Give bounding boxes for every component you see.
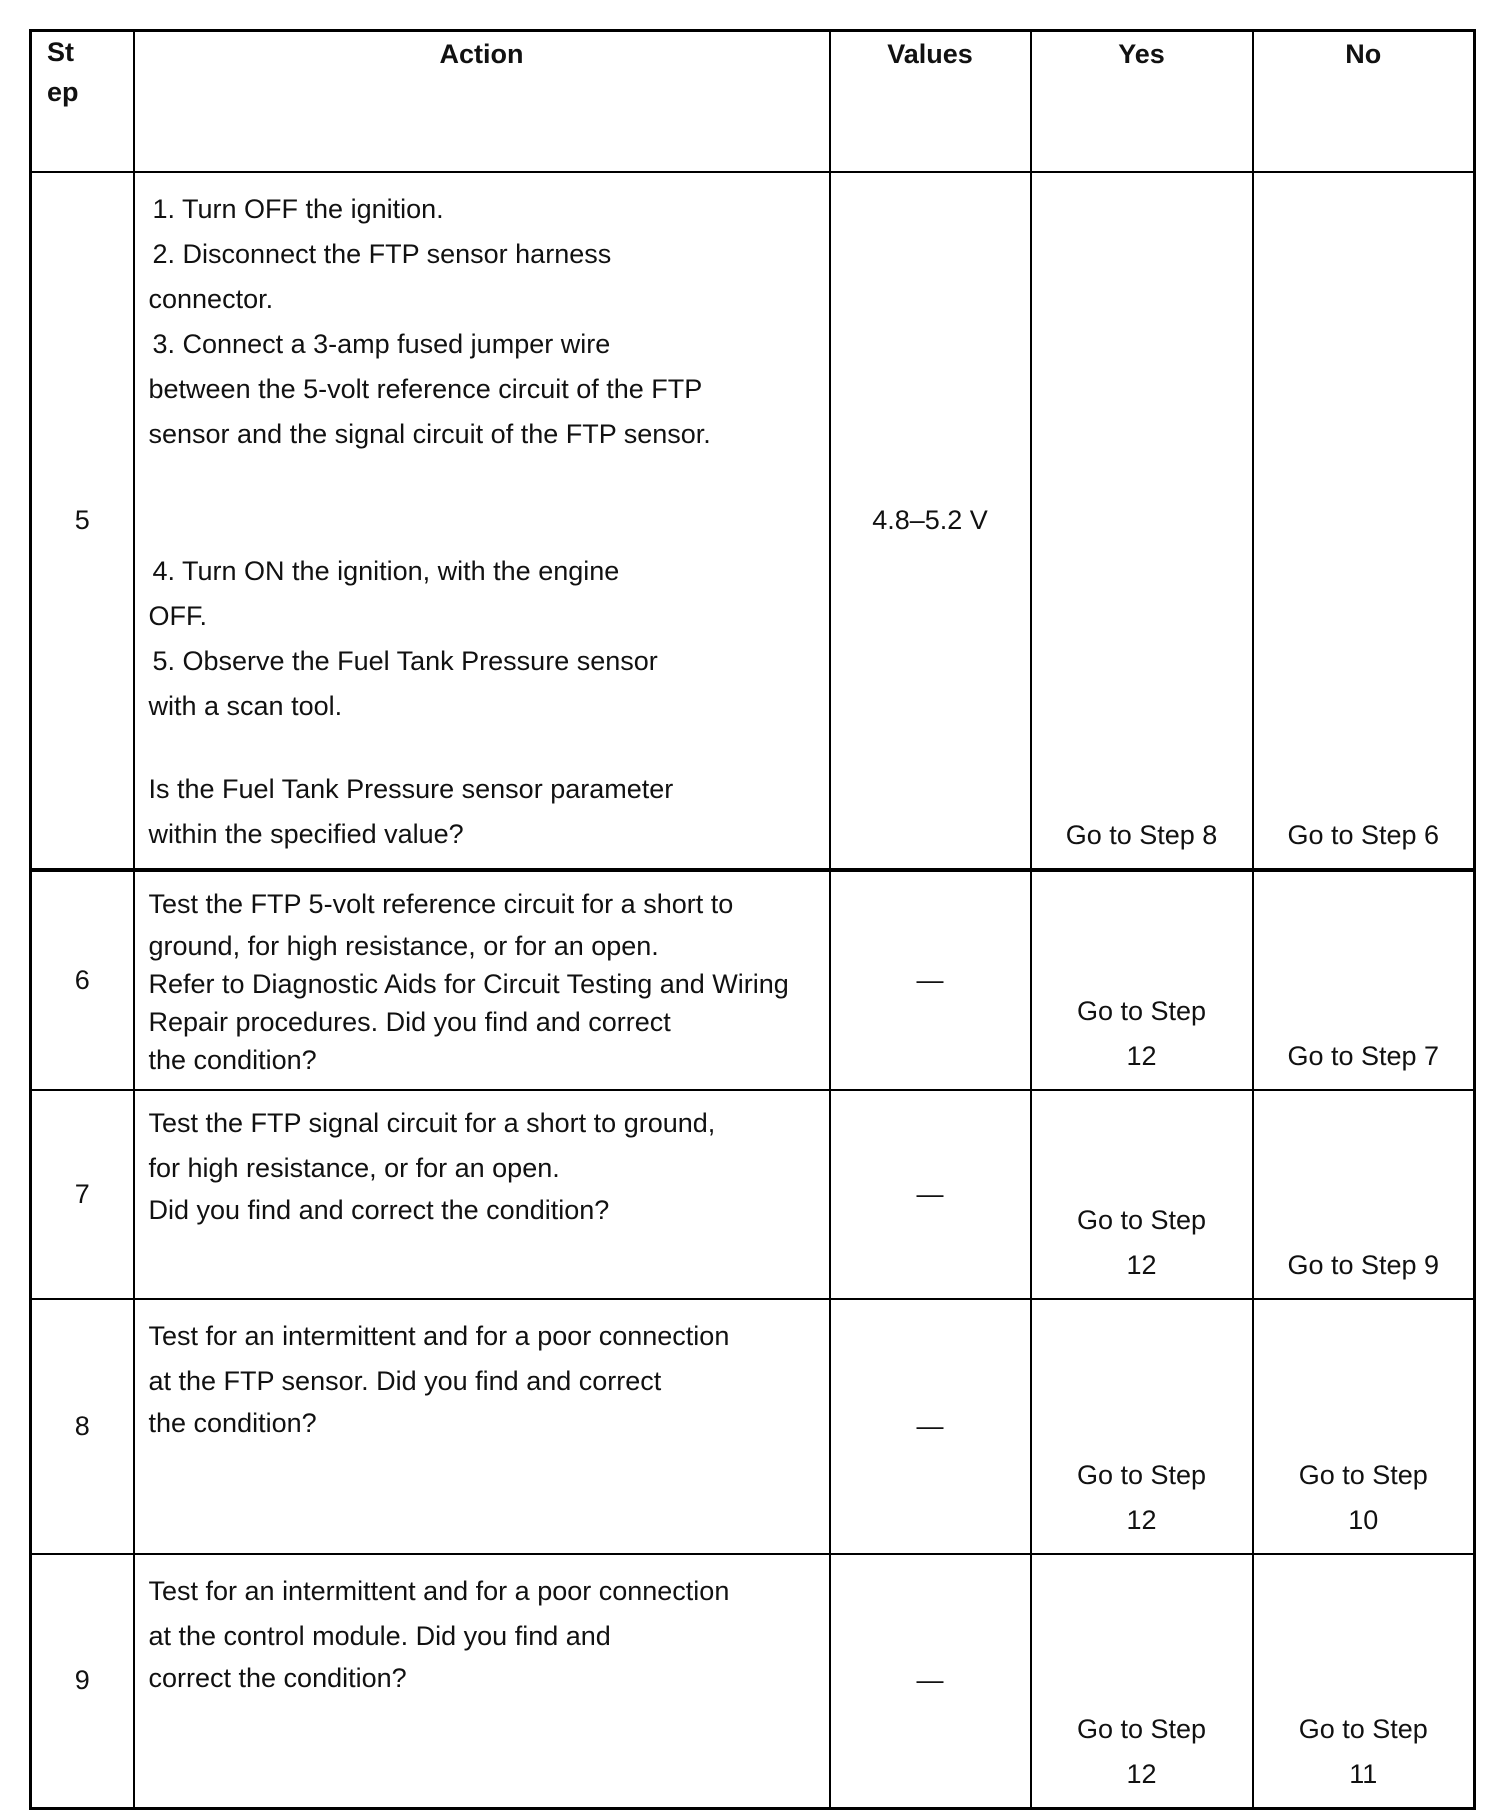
yes-cell	[1031, 1090, 1253, 1299]
action-line: 4. Turn ON the ignition, with the engine	[152, 555, 620, 586]
step-number: 7	[31, 1090, 134, 1299]
action-line: with a scan tool.	[148, 690, 343, 721]
value-cell: —	[830, 870, 1031, 1090]
no-text: Go to Step 6	[1287, 819, 1440, 850]
action-line: Test for an intermittent and for a poor connection	[148, 1320, 730, 1351]
value-cell: —	[830, 1554, 1031, 1809]
yes-text: Go to Step	[1076, 1204, 1207, 1235]
action-line: Test the FTP 5-volt reference circuit for a short to	[148, 888, 734, 919]
action-question: Is the Fuel Tank Pressure sensor parameter	[148, 773, 674, 804]
action-line: correct the condition?	[148, 1662, 407, 1693]
action-line: sensor and the signal circuit of the FTP sensor.	[148, 418, 711, 449]
yes-text: Go to Step	[1076, 995, 1207, 1026]
action-line: Repair procedures. Did you find and correct	[148, 1006, 671, 1037]
spacer	[149, 729, 817, 767]
table-row-step-5	[31, 172, 1475, 870]
action-line: between the 5-volt reference circuit of the FTP	[148, 373, 703, 404]
action-line: the condition?	[148, 1407, 317, 1438]
action-line: for high resistance, or for an open.	[148, 1152, 560, 1183]
action-line: Test for an intermittent and for a poor connection	[148, 1575, 730, 1606]
action-line: at the control module. Did you find and	[148, 1620, 611, 1651]
header-step	[31, 31, 134, 172]
action-cell	[134, 1090, 830, 1299]
yes-step-number: 12	[1126, 1504, 1157, 1535]
action-question: within the specified value?	[148, 818, 464, 849]
header-no: No	[1253, 31, 1475, 172]
action-line: Refer to Diagnostic Aids for Circuit Testing and Wiring	[148, 968, 789, 999]
header-yes: Yes	[1031, 31, 1253, 172]
step-number: 5	[31, 172, 134, 870]
table-row-step-8	[31, 1299, 1475, 1554]
yes-text: Go to Step 8	[1065, 819, 1218, 850]
action-line: ground, for high resistance, or for an open.	[148, 930, 659, 961]
action-line: the condition?	[148, 1044, 317, 1075]
table-header-row	[31, 31, 1475, 172]
step-number: 8	[31, 1299, 134, 1554]
no-cell	[1253, 172, 1475, 870]
no-cell	[1253, 1299, 1475, 1554]
action-cell	[134, 1554, 830, 1809]
no-text: Go to Step 9	[1287, 1249, 1440, 1280]
action-cell	[134, 1299, 830, 1554]
yes-text: Go to Step	[1076, 1459, 1207, 1490]
spacer	[149, 457, 817, 549]
table-row-step-6	[31, 870, 1475, 1090]
yes-step-number: 12	[1126, 1040, 1157, 1071]
yes-text: Go to Step	[1076, 1714, 1207, 1744]
action-line: connector.	[148, 283, 274, 314]
diagnostic-document	[29, 29, 1475, 1806]
action-cell	[134, 172, 830, 870]
yes-step-number: 12	[1126, 1759, 1157, 1789]
no-cell	[1253, 870, 1475, 1090]
no-text: Go to Step 7	[1287, 1040, 1440, 1071]
value-cell: —	[830, 1299, 1031, 1554]
header-step-line2: ep	[47, 77, 79, 107]
action-line: at the FTP sensor. Did you find and correct	[148, 1365, 662, 1396]
yes-step-number: 12	[1126, 1249, 1157, 1280]
action-line: Test the FTP signal circuit for a short to ground,	[148, 1107, 716, 1138]
value-cell: —	[830, 1090, 1031, 1299]
action-line: OFF.	[148, 600, 207, 631]
diagnostic-table	[29, 29, 1476, 1810]
step-number: 9	[31, 1554, 134, 1809]
header-step-line1: St	[47, 37, 74, 67]
table-row-step-9	[31, 1554, 1475, 1809]
action-line: 2. Disconnect the FTP sensor harness	[152, 238, 612, 269]
no-text: Go to Step	[1298, 1714, 1428, 1744]
header-values: Values	[830, 31, 1031, 172]
value-cell: 4.8–5.2 V	[830, 172, 1031, 870]
action-line: 5. Observe the Fuel Tank Pressure sensor	[152, 645, 658, 676]
no-step-number: 10	[1348, 1504, 1379, 1535]
yes-cell	[1031, 1554, 1253, 1809]
yes-cell	[1031, 172, 1253, 870]
no-text: Go to Step	[1298, 1459, 1428, 1490]
header-action: Action	[134, 31, 830, 172]
action-question: Did you find and correct the condition?	[148, 1194, 610, 1225]
no-cell	[1253, 1090, 1475, 1299]
step-number: 6	[31, 870, 134, 1090]
no-cell	[1253, 1554, 1475, 1809]
table-row-step-7	[31, 1090, 1475, 1299]
no-step-number: 11	[1349, 1759, 1378, 1789]
yes-cell	[1031, 870, 1253, 1090]
action-line: 1. Turn OFF the ignition.	[152, 193, 444, 224]
action-cell	[134, 870, 830, 1090]
yes-cell	[1031, 1299, 1253, 1554]
action-line: 3. Connect a 3-amp fused jumper wire	[152, 328, 611, 359]
